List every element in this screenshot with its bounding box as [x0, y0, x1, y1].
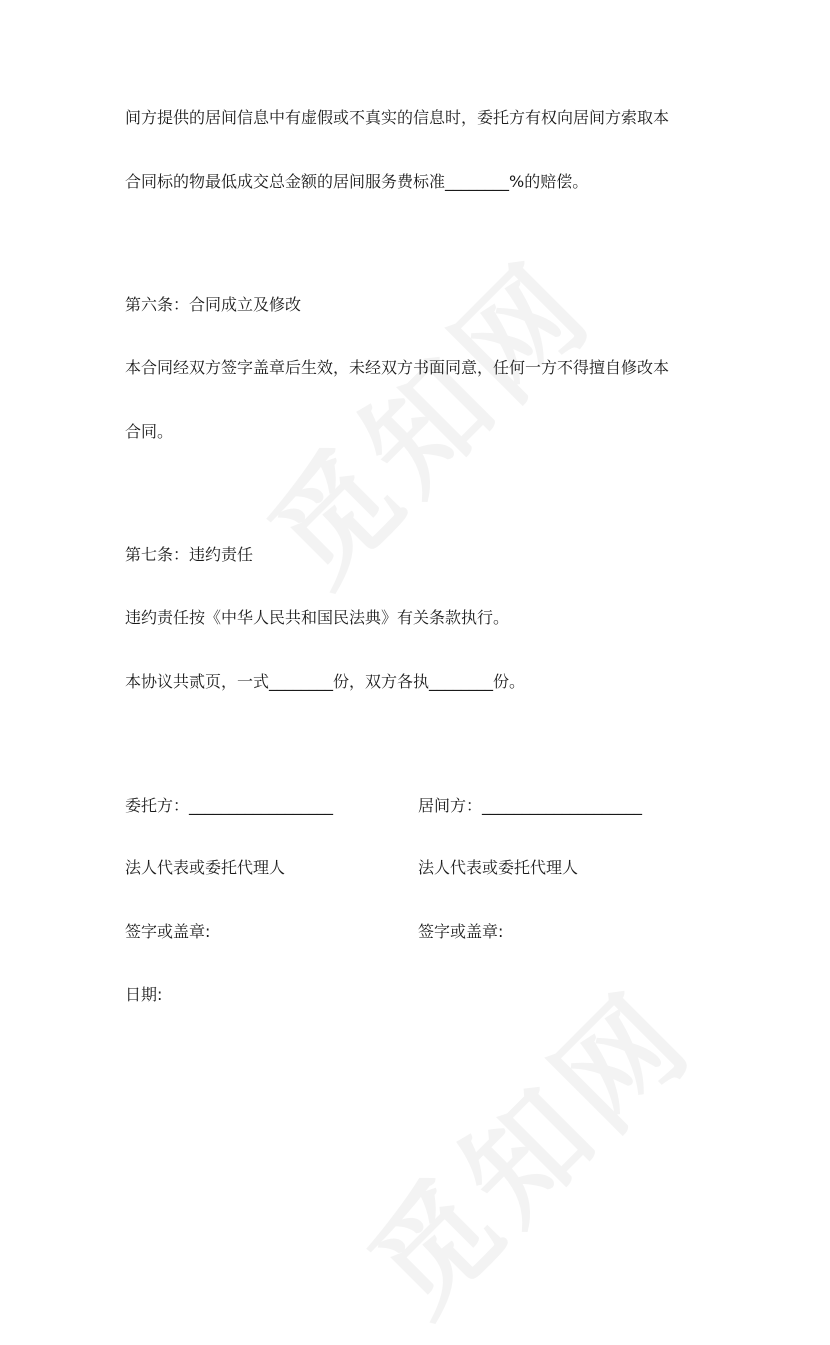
- watermark-lower: [326, 947, 723, 1344]
- paragraph-line: 本合同经双方签字盖章后生效，未经双方书面同意，任何一方不得擅自修改本: [125, 358, 670, 377]
- copies-line: 本协议共贰页，一式________份，双方各执________份。: [125, 672, 526, 691]
- party-b-representative: 法人代表或委托代理人: [418, 858, 579, 877]
- watermark: [226, 217, 623, 614]
- article-7-title: 第七条：违约责任: [125, 545, 254, 564]
- paragraph-line: 间方提供的居间信息中有虚假或不真实的信息时，委托方有权向居间方索取本: [125, 108, 670, 127]
- party-b-field: 居间方：____________________: [418, 796, 643, 815]
- party-a-representative: 法人代表或委托代理人: [125, 858, 286, 877]
- party-a-field: 委托方：__________________: [125, 796, 334, 815]
- party-b-signature: 签字或盖章:: [418, 922, 504, 941]
- date-field: 日期:: [125, 985, 163, 1004]
- paragraph-line: 合同。: [125, 422, 174, 441]
- paragraph-line: 合同标的物最低成交总金额的居间服务费标准________%的赔偿。: [125, 172, 589, 191]
- party-a-signature: 签字或盖章:: [125, 922, 211, 941]
- paragraph-line: 违约责任按《中华人民共和国民法典》有关条款执行。: [125, 608, 510, 627]
- article-6-title: 第六条：合同成立及修改: [125, 295, 302, 314]
